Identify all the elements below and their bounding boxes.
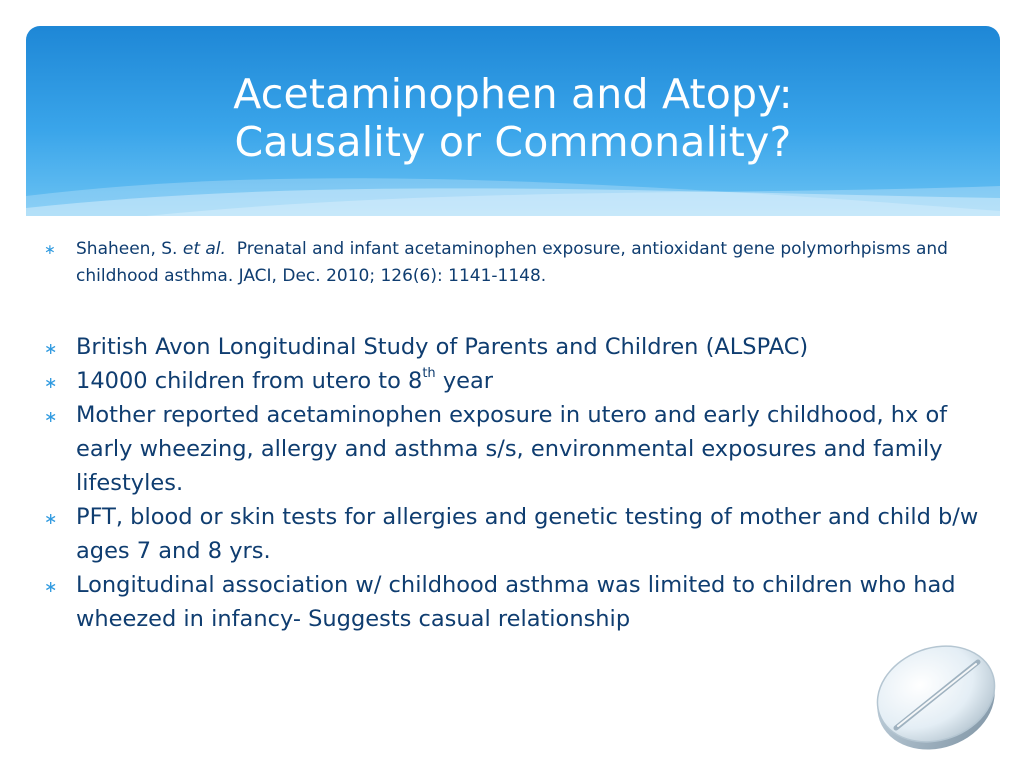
citation-authors: Shaheen, S.	[76, 239, 178, 259]
bullet-text: British Avon Longitudinal Study of Parents and Children (ALSPAC)	[76, 334, 809, 360]
bullet-text-suffix: year	[442, 368, 494, 394]
slide-body	[44, 236, 994, 636]
bullet-icon: ∗	[44, 577, 58, 596]
title-line-2: Causality or Commonality?	[234, 118, 792, 166]
bullet-icon: ∗	[44, 373, 58, 392]
slide-title	[26, 70, 1000, 166]
bullet-item-association	[44, 568, 994, 636]
bullet-text: Mother reported acetaminophen exposure in utero and early childhood, hx of early wheezing, allergy and asthma s/s, environmental exposures and family lifestyles.	[76, 402, 948, 496]
bullet-icon: ∗	[44, 509, 58, 528]
title-line-1: Acetaminophen and Atopy:	[233, 70, 793, 118]
citation-et-al: et al.	[182, 239, 226, 259]
superscript-th: th	[422, 365, 436, 381]
bullet-icon: ∗	[44, 339, 58, 358]
bullet-text: PFT, blood or skin tests for allergies and genetic testing of mother and child b/w ages 7 and 8 yrs.	[76, 504, 979, 564]
bullet-item-exposure	[44, 398, 994, 500]
bullet-item-children	[44, 364, 994, 398]
bullet-item-study	[44, 330, 994, 364]
bullet-item-tests	[44, 500, 994, 568]
title-banner	[26, 26, 1000, 216]
bullet-icon: ∗	[44, 242, 56, 258]
bullet-icon: ∗	[44, 407, 58, 426]
pill-tablet-icon	[870, 632, 1006, 756]
bullet-text: 14000 children from utero to 8	[76, 368, 423, 394]
citation-item	[44, 236, 994, 290]
citation-text: Prenatal and infant acetaminophen exposure, antioxidant gene polymorhpisms and childhood asthma. JACI, Dec. 2010; 126(6): 1141-1148.	[76, 239, 948, 286]
bullet-text: Longitudinal association w/ childhood asthma was limited to children who had wheezed in infancy- Suggests casual relationship	[76, 572, 956, 632]
